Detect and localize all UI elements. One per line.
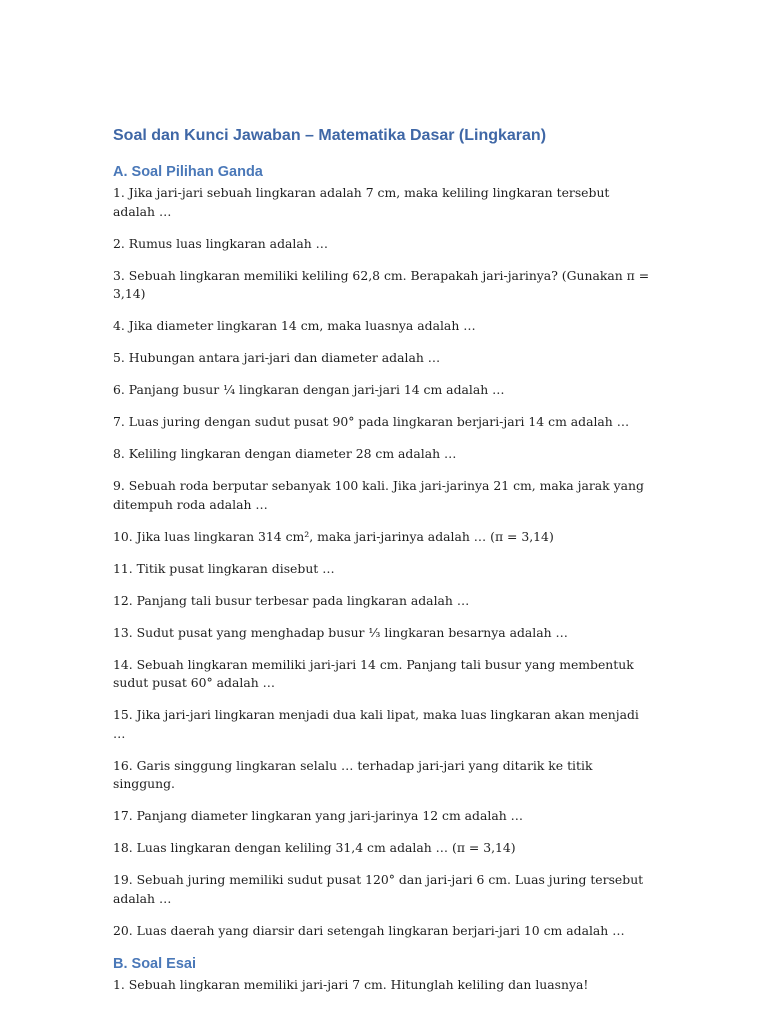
question-item: 9. Sebuah roda berputar sebanyak 100 kali. Jika jari-jarinya 21 cm, maka jarak yang ditempuh roda adalah … [113,478,644,512]
question-item: 1. Jika jari-jari sebuah lingkaran adalah 7 cm, maka keliling lingkaran tersebut adalah … [113,185,610,219]
question-item: 3. Sebuah lingkaran memiliki keliling 62,8 cm. Berapakah jari-jarinya? (Gunakan π = 3,14) [113,267,650,301]
question-item: 18. Luas lingkaran dengan keliling 31,4 cm adalah … (π = 3,14) [113,840,516,855]
section-b-heading: B. Soal Esai [113,956,197,972]
question-item: 6. Panjang busur ¼ lingkaran dengan jari-jari 14 cm adalah … [113,382,505,397]
section-a-heading: A. Soal Pilihan Ganda [113,164,263,180]
question-item: 5. Hubungan antara jari-jari dan diameter adalah … [113,350,441,365]
question-item: 13. Sudut pusat yang menghadap busur ⅓ lingkaran besarnya adalah … [113,624,568,640]
question-item: 10. Jika luas lingkaran 314 cm², maka jari-jarinya adalah … (π = 3,14) [113,528,554,544]
question-item: 17. Panjang diameter lingkaran yang jari-jarinya 12 cm adalah … [113,808,524,823]
question-item: 4. Jika diameter lingkaran 14 cm, maka luasnya adalah … [113,318,476,333]
multiple-choice-question-list [113,184,653,940]
question-item: 7. Luas juring dengan sudut pusat 90° pada lingkaran berjari-jari 14 cm adalah … [113,414,630,429]
question-item: 14. Sebuah lingkaran memiliki jari-jari 14 cm. Panjang tali busur yang membentuk sudut pusat 60° adalah … [113,656,634,690]
question-item: 11. Titik pusat lingkaran disebut … [113,560,335,576]
question-item: 16. Garis singgung lingkaran selalu … terhadap jari-jari yang ditarik ke titik singgung. [113,757,593,791]
question-item: 8. Keliling lingkaran dengan diameter 28 cm adalah … [113,446,457,461]
document-title: Soal dan Kunci Jawaban – Matematika Dasar (Lingkaran) [113,127,547,144]
essay-question-list [113,976,653,995]
question-item: 12. Panjang tali busur terbesar pada lingkaran adalah … [113,592,470,608]
question-item: 20. Luas daerah yang diarsir dari setengah lingkaran berjari-jari 10 cm adalah … [113,922,625,938]
question-item: 1. Sebuah lingkaran memiliki jari-jari 7 cm. Hitunglah keliling dan luasnya! [113,977,589,992]
question-item: 19. Sebuah juring memiliki sudut pusat 120° dan jari-jari 6 cm. Luas juring tersebut adalah … [113,872,644,906]
document-page [113,122,653,995]
question-item: 2. Rumus luas lingkaran adalah … [113,235,329,251]
question-item: 15. Jika jari-jari lingkaran menjadi dua kali lipat, maka luas lingkaran akan menjadi … [113,707,639,741]
